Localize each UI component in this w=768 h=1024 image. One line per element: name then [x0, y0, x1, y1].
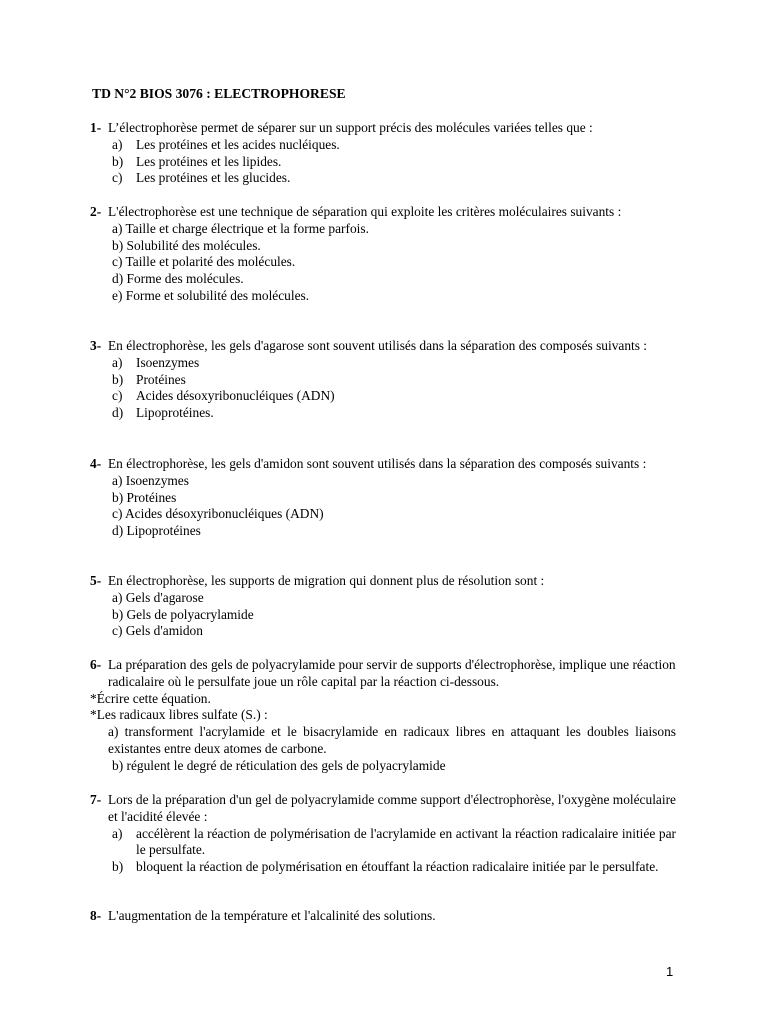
option-d: d) Lipoprotéines.	[112, 405, 214, 421]
sub-statement-a: a) transforment l'acrylamide et le bisacrylamide en radicaux libres en attaquant les doubles liaisons existantes entre deux atomes de carbone.	[108, 724, 676, 756]
instruction-note: *Écrire cette équation.	[90, 690, 211, 706]
option-c: c) Gels d'amidon	[112, 623, 203, 639]
question-text: L’électrophorèse permet de séparer sur un support précis des molécules variées telles que :	[108, 120, 593, 135]
option-e: e) Forme et solubilité des molécules.	[112, 287, 310, 303]
option-a: a) Isoenzymes	[112, 472, 189, 488]
question-text: La préparation des gels de polyacrylamide pour servir de supports d'électrophorèse, implique une réaction radicalaire où le persulfate joue un rôle capital par la réaction ci-dessous.	[108, 657, 676, 689]
instruction-note: *Les radicaux libres sulfate (S.) :	[90, 707, 268, 723]
option-a: a) accélèrent la réaction de polymérisation de l'acrylamide en activant la réaction radicalaire initiée par le persulfate.	[112, 825, 676, 858]
question-text: En électrophorèse, les supports de migration qui donnent plus de résolution sont :	[108, 573, 545, 588]
question-number: 5-	[90, 573, 102, 588]
sub-statement-b: b) régulent le degré de réticulation des gels de polyacrylamide	[112, 757, 446, 773]
option-b: b) Protéines	[112, 489, 177, 505]
question-number: 2-	[90, 204, 102, 219]
option-b: b) Gels de polyacrylamide	[112, 606, 254, 622]
option-b: b) Solubilité des molécules.	[112, 237, 261, 253]
option-d: d) Lipoprotéines	[112, 523, 201, 539]
question-number: 4-	[90, 456, 102, 471]
option-a: a) Taille et charge électrique et la forme parfois.	[112, 220, 369, 236]
question-number: 8-	[90, 908, 102, 923]
question-text: En électrophorèse, les gels d'agarose sont souvent utilisés dans la séparation des composés suivants :	[108, 338, 648, 353]
option-c: c) Les protéines et les glucides.	[112, 170, 291, 186]
question-text: Lors de la préparation d'un gel de polyacrylamide comme support d'électrophorèse, l'oxygène moléculaire et l'acidité élevée :	[108, 792, 676, 824]
question-6	[90, 657, 676, 775]
option-d: d) Forme des molécules.	[112, 271, 244, 287]
question-number: 7-	[90, 792, 102, 807]
option-c: c) Acides désoxyribonucléiques (ADN)	[112, 506, 324, 522]
question-2	[90, 204, 676, 305]
option-b: b) bloquent la réaction de polymérisation en étouffant la réaction radicalaire initiée par le persulfate.	[112, 859, 659, 875]
question-number: 1-	[90, 120, 102, 135]
question-1	[90, 120, 676, 187]
option-c: c) Taille et polarité des molécules.	[112, 254, 296, 270]
question-8	[90, 908, 676, 925]
option-b: b) Protéines	[112, 371, 186, 387]
option-c: c) Acides désoxyribonucléiques (ADN)	[112, 388, 335, 404]
document-title: TD N°2 BIOS 3076 : ELECTROPHORESE	[92, 86, 346, 101]
question-text: En électrophorèse, les gels d'amidon sont souvent utilisés dans la séparation des composés suivants :	[108, 456, 647, 471]
option-a: a) Gels d'agarose	[112, 589, 204, 605]
option-a: a) Les protéines et les acides nucléiques.	[112, 136, 340, 152]
option-a: a) Isoenzymes	[112, 354, 200, 370]
question-text: L'augmentation de la température et l'alcalinité des solutions.	[108, 908, 436, 923]
question-number: 3-	[90, 338, 102, 353]
page-number: 1	[666, 964, 674, 979]
question-4	[90, 456, 676, 540]
question-3	[90, 338, 676, 422]
question-5	[90, 573, 676, 640]
question-text: L'électrophorèse est une technique de séparation qui exploite les critères moléculaires suivants :	[108, 204, 622, 219]
option-b: b) Les protéines et les lipides.	[112, 153, 282, 169]
question-7	[90, 792, 676, 876]
question-number: 6-	[90, 657, 102, 672]
